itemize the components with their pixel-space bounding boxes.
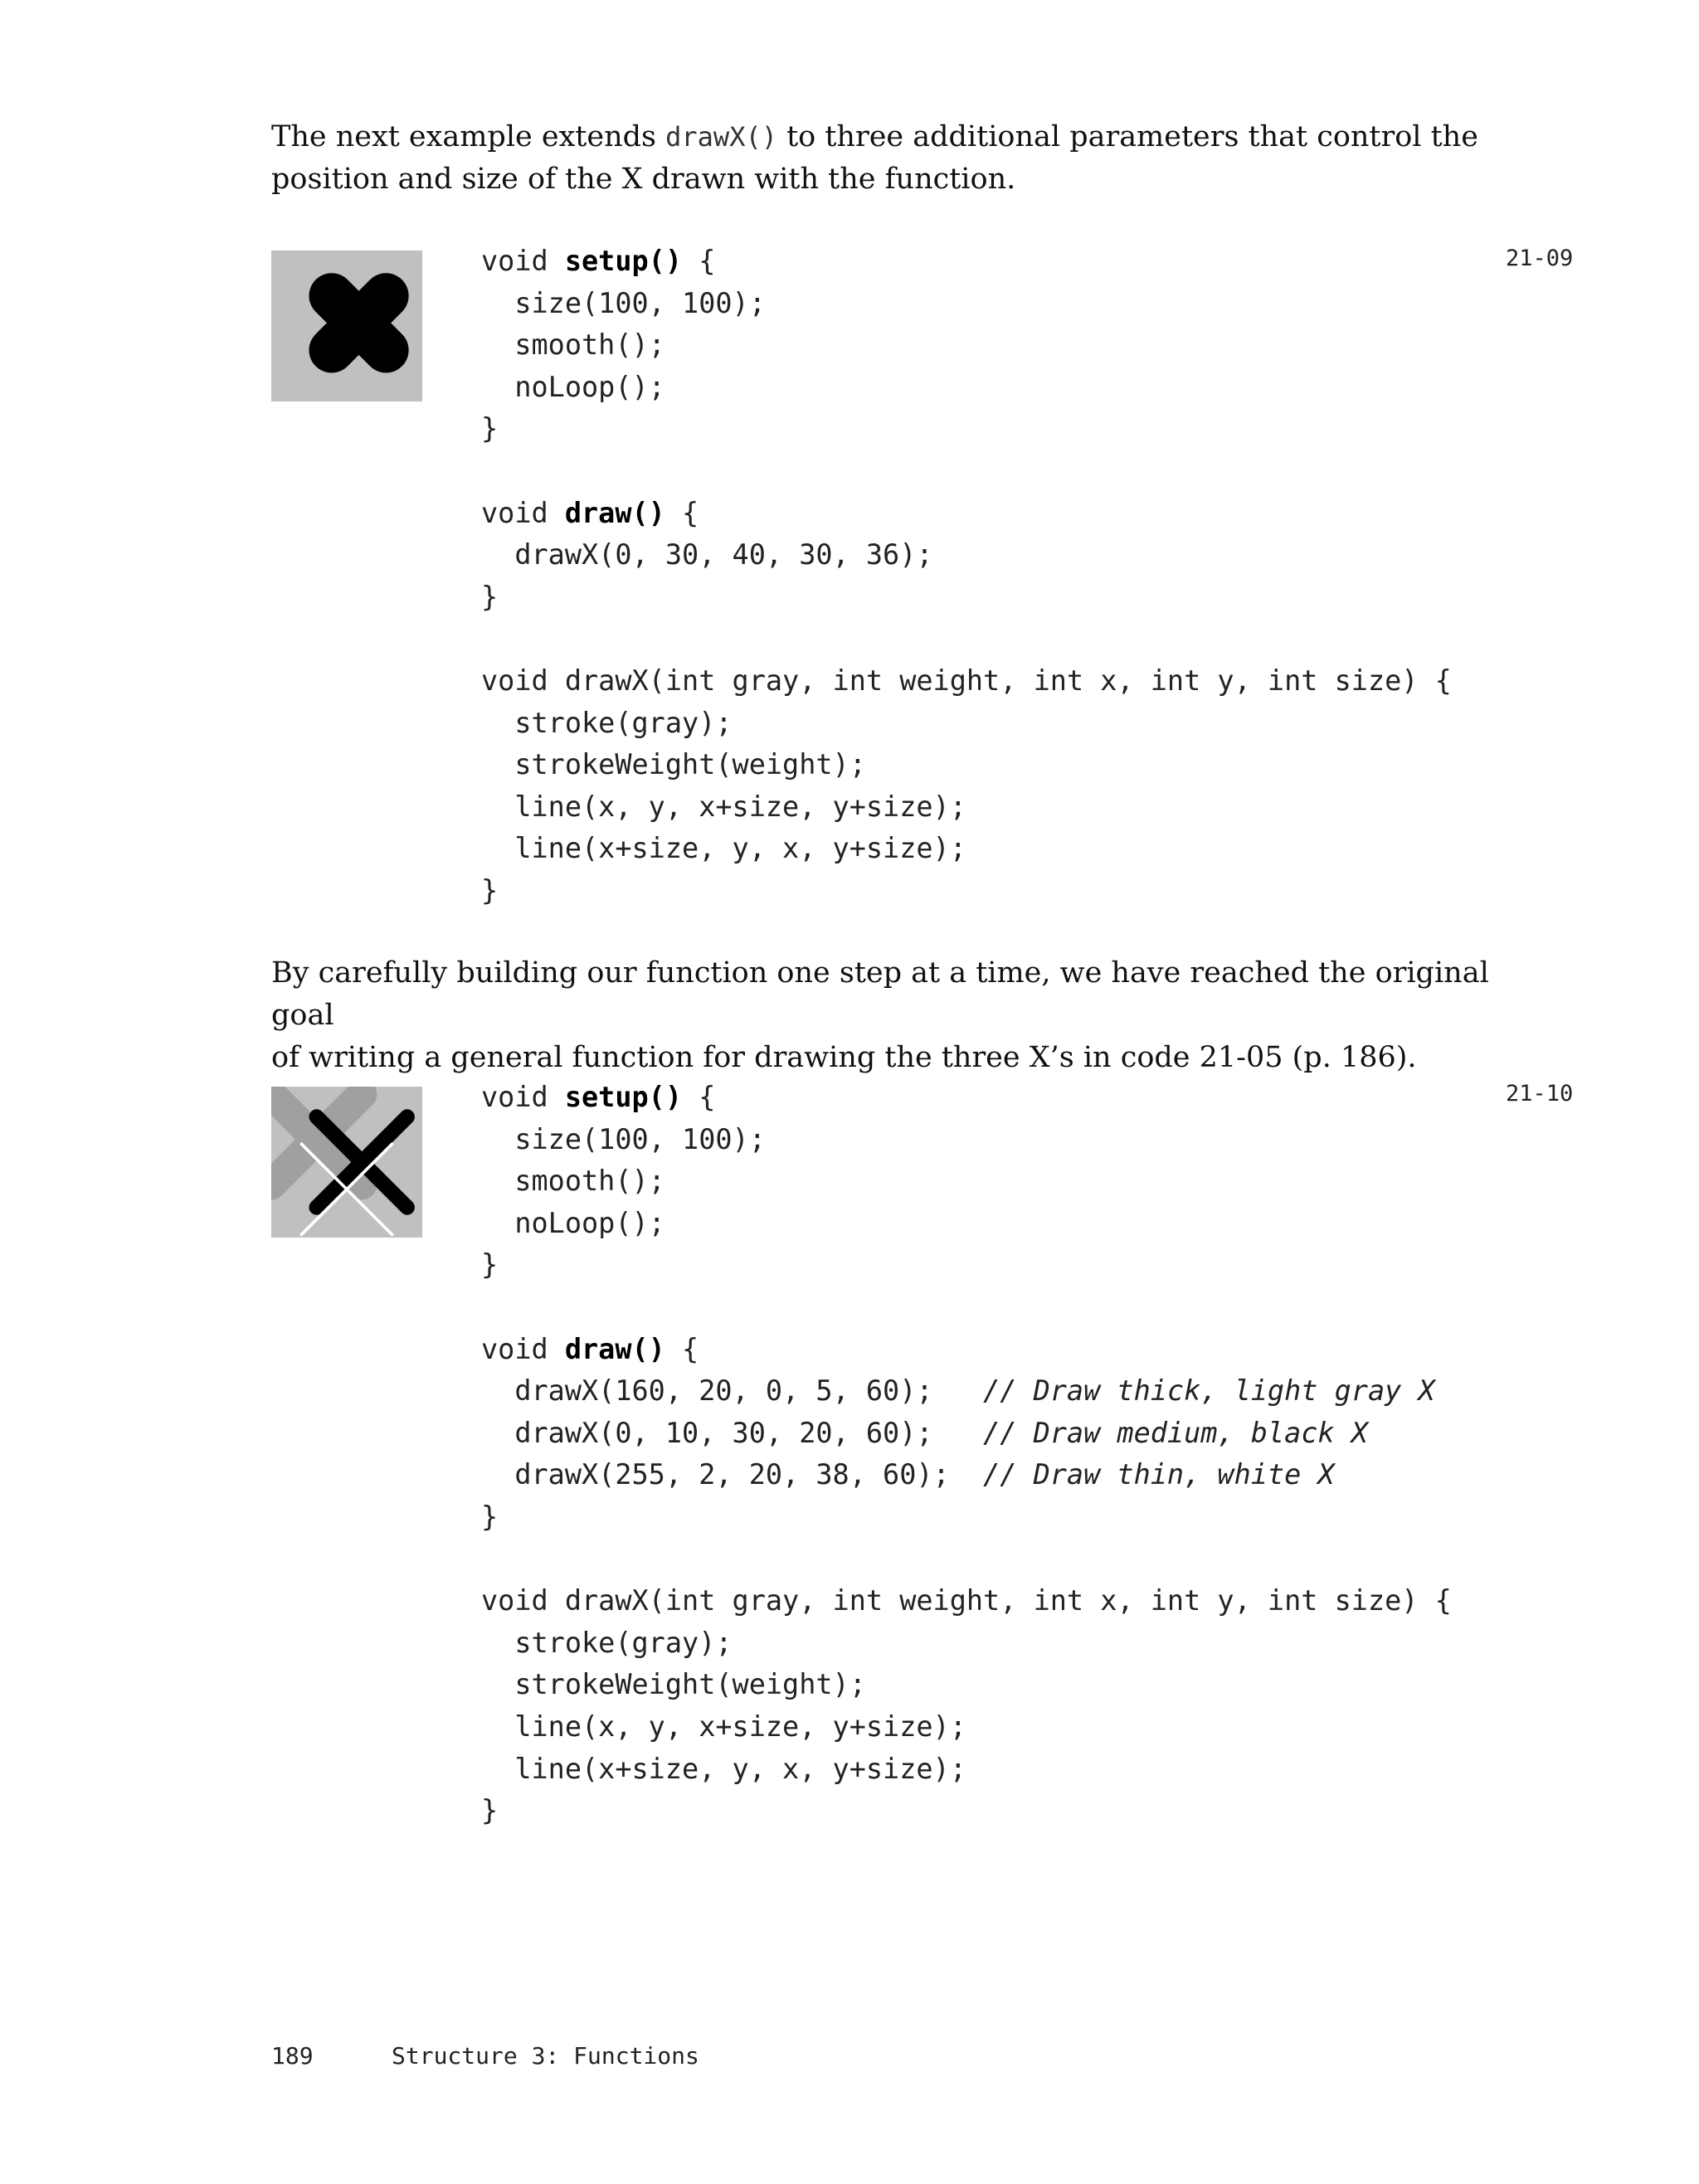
code-line: drawX(160, 20, 0, 5, 60); // Draw thick, light gray X xyxy=(481,1374,1435,1408)
running-footer-section: Structure 3: Functions xyxy=(392,2042,699,2070)
page-number: 189 xyxy=(271,2042,314,2070)
code-blank-line xyxy=(481,1287,1452,1329)
code-line: line(x, y, x+size, y+size); xyxy=(481,790,966,823)
thick-black-x-thumbnail-icon xyxy=(332,296,387,351)
code-line: } xyxy=(481,1500,499,1533)
code-blank-line xyxy=(481,450,1452,493)
code-comment: // Draw thick, light gray X xyxy=(983,1374,1435,1408)
code-line: void drawX(int gray, int weight, int x, int y, int size) { xyxy=(481,664,1452,697)
example-number-21-10: 21-10 xyxy=(1506,1081,1574,1107)
code-comment: // Draw medium, black X xyxy=(983,1416,1368,1449)
code-line: } xyxy=(481,873,499,907)
code-line: void draw() { xyxy=(481,1332,699,1365)
code-line: stroke(gray); xyxy=(481,1626,733,1659)
code-line: line(x+size, y, x, y+size); xyxy=(481,832,966,865)
code-line: noLoop(); xyxy=(481,1206,665,1239)
code-line: smooth(); xyxy=(481,1165,665,1198)
code-line: void drawX(int gray, int weight, int x, int y, int size) { xyxy=(481,1584,1452,1617)
summary-paragraph-line-2: of writing a general function for drawing the three X’s in code 21-05 (p. 186). xyxy=(271,1041,1417,1074)
code-blank-line xyxy=(481,1539,1452,1581)
code-line: noLoop(); xyxy=(481,370,665,403)
code-line: stroke(gray); xyxy=(481,706,733,739)
code-line: } xyxy=(481,1248,499,1282)
code-line: line(x+size, y, x, y+size); xyxy=(481,1752,966,1785)
code-line: void setup() { xyxy=(481,245,716,277)
example-21-09-code xyxy=(481,241,1452,912)
example-21-09-output-image xyxy=(271,251,422,401)
code-line: drawX(255, 2, 20, 38, 60); // Draw thin, white X xyxy=(481,1458,1335,1491)
code-line: } xyxy=(481,580,499,613)
code-line: } xyxy=(481,412,499,445)
code-line: smooth(); xyxy=(481,328,665,362)
intro-paragraph-line-2: position and size of the X drawn with the function. xyxy=(271,163,1016,196)
example-21-10-code xyxy=(481,1077,1452,1832)
summary-paragraph-line-1: By carefully building our function one step at a time, we have reached the original goal xyxy=(271,956,1489,1032)
example-number-21-09: 21-09 xyxy=(1506,246,1574,271)
code-line: strokeWeight(weight); xyxy=(481,1668,866,1701)
example-21-10-output-image xyxy=(271,1087,422,1238)
code-line: void draw() { xyxy=(481,496,699,529)
code-line: size(100, 100); xyxy=(481,1122,766,1155)
summary-paragraph xyxy=(271,952,1499,1079)
inline-code-drawx: drawX() xyxy=(665,121,777,153)
intro-paragraph-line-1: The next example extends drawX() to three additional parameters that control the xyxy=(271,120,1478,153)
code-line: } xyxy=(481,1794,499,1827)
code-line: drawX(0, 30, 40, 30, 36); xyxy=(481,538,933,572)
code-blank-line xyxy=(481,618,1452,660)
code-line: drawX(0, 10, 30, 20, 60); // Draw medium, black X xyxy=(481,1416,1368,1449)
code-line: strokeWeight(weight); xyxy=(481,748,866,781)
code-comment: // Draw thin, white X xyxy=(983,1458,1335,1491)
code-line: void setup() { xyxy=(481,1081,716,1113)
code-line: line(x, y, x+size, y+size); xyxy=(481,1710,966,1743)
code-line: size(100, 100); xyxy=(481,286,766,319)
intro-paragraph xyxy=(271,116,1499,201)
